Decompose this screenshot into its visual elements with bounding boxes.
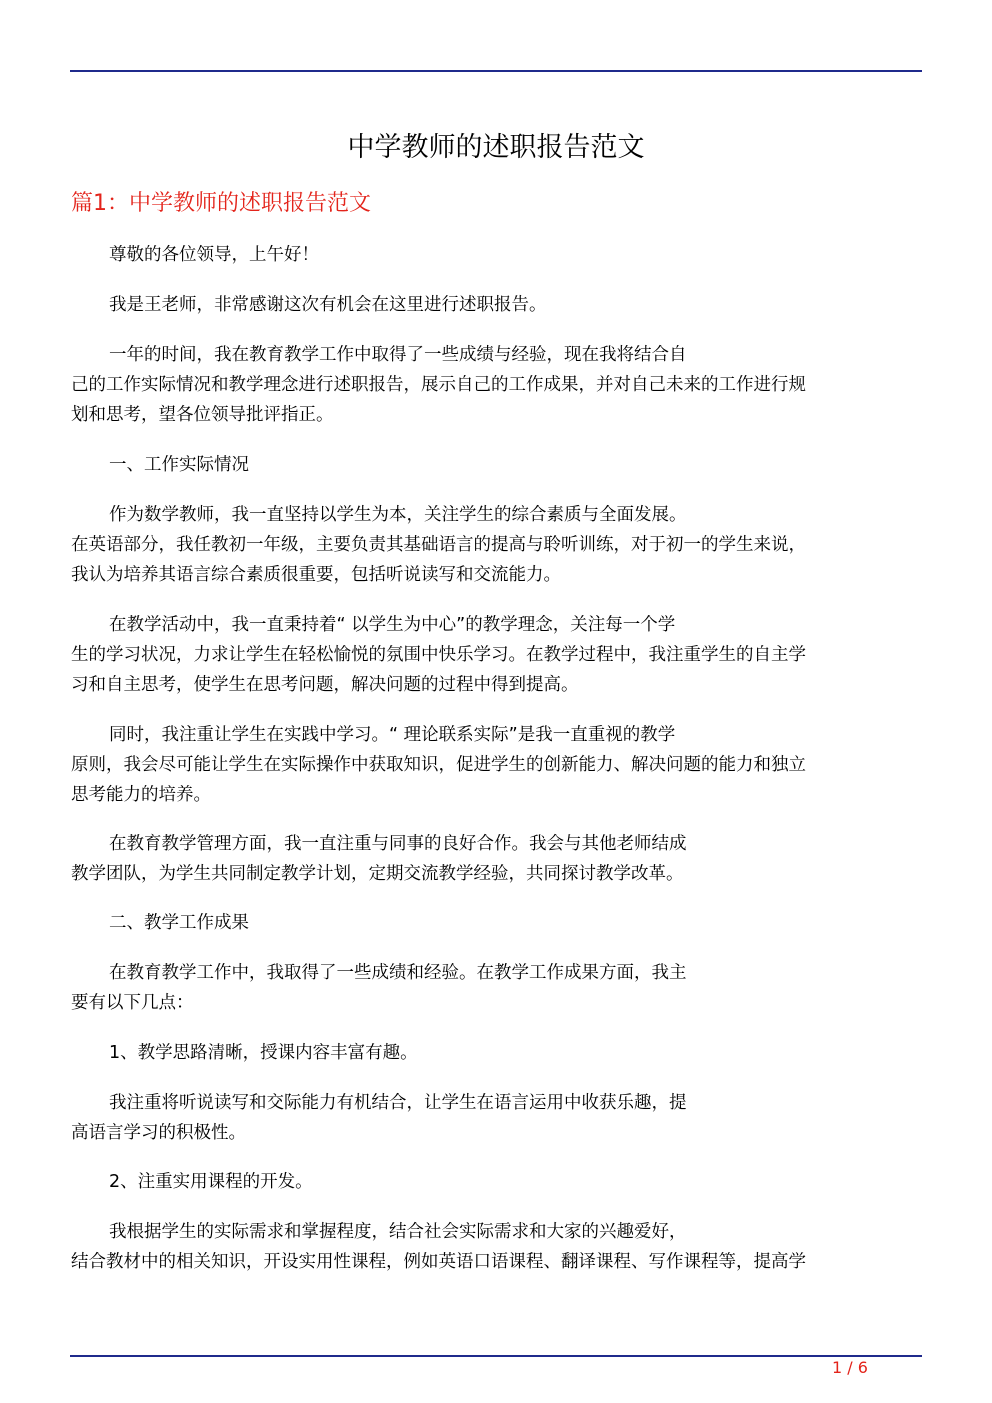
paragraph <box>71 340 913 430</box>
header-rule <box>70 70 922 72</box>
paragraph-line: 原则，我会尽可能让学生在实际操作中获取知识，促进学生的创新能力、解决问题的能力和独立 <box>71 755 806 775</box>
paragraph-line: 在教学活动中，我一直秉持着“ 以学生为中心”的教学理念，关注每一个学 <box>109 615 676 635</box>
paragraph <box>71 610 913 700</box>
paragraph <box>71 290 913 320</box>
paragraph-line: 我是王老师，非常感谢这次有机会在这里进行述职报告。 <box>109 295 547 315</box>
paragraph-line: 同时，我注重让学生在实践中学习。“ 理论联系实际”是我一直重视的教学 <box>109 725 676 745</box>
paragraph <box>71 958 913 1018</box>
paragraph-line: 习和自主思考，使学生在思考问题，解决问题的过程中得到提高。 <box>71 675 579 695</box>
paragraph-line: 一年的时间，我在教育教学工作中取得了一些成绩与经验，现在我将结合自 <box>109 345 687 365</box>
paragraph <box>71 1088 913 1148</box>
paragraph-line: 我认为培养其语言综合素质很重要，包括听说读写和交流能力。 <box>71 565 561 585</box>
section-heading: 篇1：中学教师的述职报告范文 <box>71 191 371 216</box>
paragraph-line: 作为数学教师，我一直坚持以学生为本，关注学生的综合素质与全面发展。 <box>109 505 687 525</box>
paragraph-line: 在教育教学管理方面，我一直注重与同事的良好合作。我会与其他老师结成 <box>109 834 687 854</box>
paragraph <box>71 450 913 480</box>
paragraph-line: 结合教材中的相关知识，开设实用性课程，例如英语口语课程、翻译课程、写作课程等，提高学 <box>71 1252 806 1272</box>
page-number: 1 / 6 <box>832 1358 868 1377</box>
paragraph-line: 高语言学习的积极性。 <box>71 1123 246 1143</box>
paragraph-line: 1、教学思路清晰，授课内容丰富有趣。 <box>109 1043 418 1063</box>
paragraph-line: 尊敬的各位领导，上午好！ <box>109 245 319 265</box>
document-title: 中学教师的述职报告范文 <box>347 132 645 163</box>
paragraph-line: 在英语部分，我任教初一年级，主要负责其基础语言的提高与聆听训练，对于初一的学生来说， <box>71 535 806 555</box>
paragraph <box>71 1217 913 1277</box>
paragraph-line: 我根据学生的实际需求和掌握程度，结合社会实际需求和大家的兴趣爱好， <box>109 1222 687 1242</box>
footer-rule <box>70 1355 922 1357</box>
paragraph-line: 己的工作实际情况和教学理念进行述职报告，展示自己的工作成果，并对自己未来的工作进行规 <box>71 375 806 395</box>
paragraph-line: 要有以下几点： <box>71 993 194 1013</box>
paragraph <box>71 829 913 889</box>
paragraph-line: 我注重将听说读写和交际能力有机结合，让学生在语言运用中收获乐趣，提 <box>109 1093 687 1113</box>
paragraph <box>71 720 913 810</box>
paragraph <box>71 240 913 270</box>
paragraph-line: 教学团队，为学生共同制定教学计划，定期交流教学经验，共同探讨教学改革。 <box>71 864 684 884</box>
paragraph <box>71 500 913 590</box>
paragraph <box>71 1167 913 1197</box>
paragraph <box>71 1038 913 1068</box>
paragraph-line: 划和思考，望各位领导批评指正。 <box>71 405 334 425</box>
paragraph-line: 二、教学工作成果 <box>109 913 249 933</box>
paragraph-line: 一、工作实际情况 <box>109 455 249 475</box>
paragraph-line: 在教育教学工作中，我取得了一些成绩和经验。在教学工作成果方面，我主 <box>109 963 687 983</box>
paragraph-line: 思考能力的培养。 <box>71 785 211 805</box>
paragraph-line: 生的学习状况，力求让学生在轻松愉悦的氛围中快乐学习。在教学过程中，我注重学生的自主学 <box>71 645 806 665</box>
paragraph <box>71 908 913 938</box>
paragraph-line: 2、注重实用课程的开发。 <box>109 1172 313 1192</box>
